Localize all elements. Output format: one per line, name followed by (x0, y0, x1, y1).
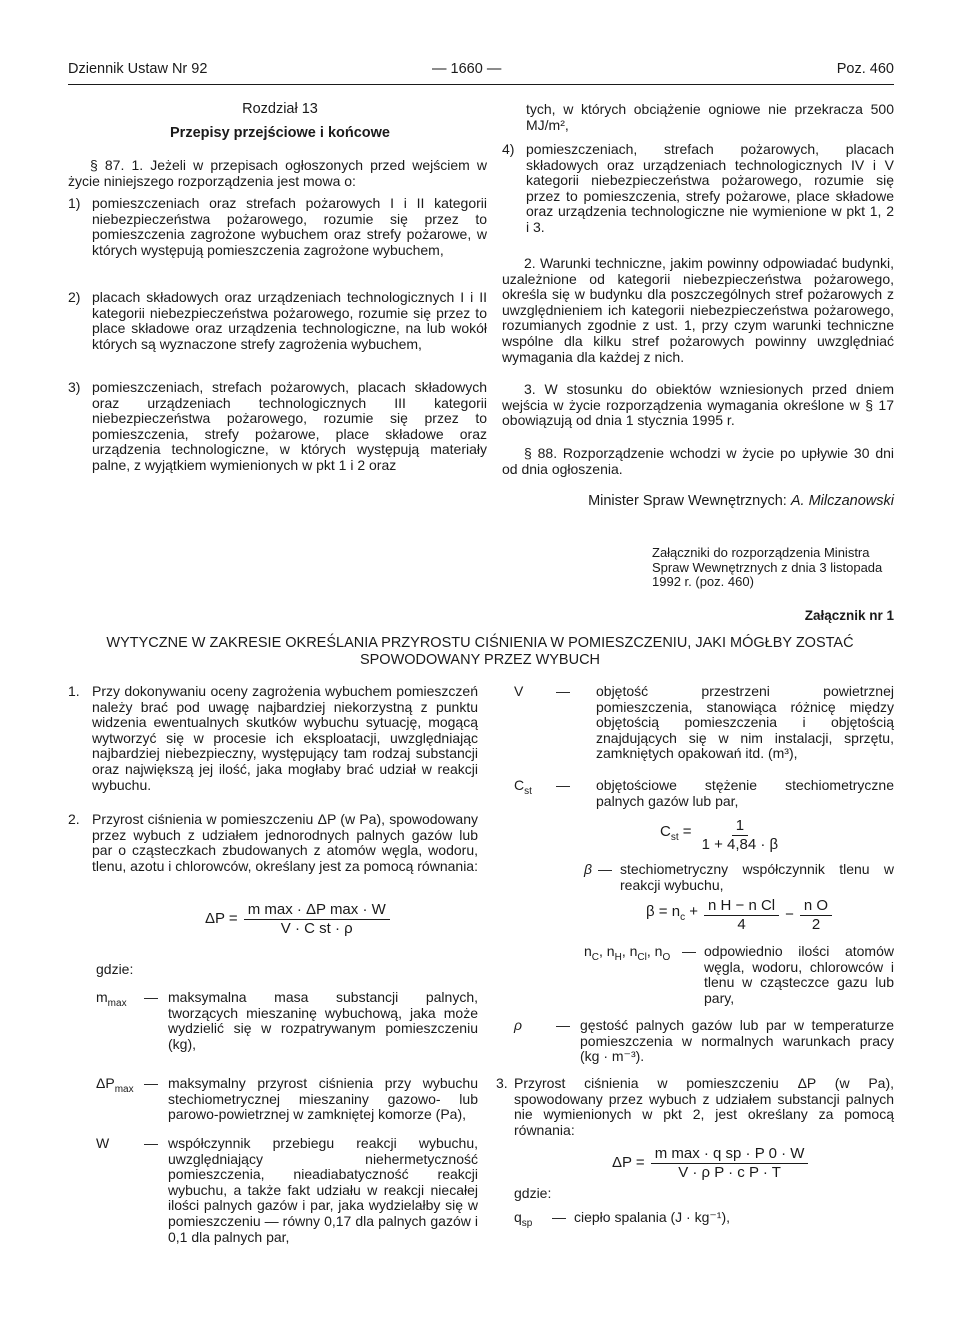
formula-denominator: V · ρ P · c P · T (678, 1163, 781, 1181)
definition-v (514, 684, 894, 762)
definition-symbol: $C_{st}$ (514, 777, 532, 797)
annex-point-2 (68, 812, 478, 874)
definition-symbol: ρ (514, 1017, 523, 1033)
formula-denominator: V · C st · ρ (280, 919, 353, 937)
formula-numerator: n H − n Cl (704, 898, 779, 916)
formula-delta-p-2 (612, 1146, 808, 1180)
chapter-number: Rozdział 13 (242, 101, 318, 117)
formula-numerator: m max · ΔP max · W (244, 902, 390, 920)
formula-fraction (651, 1146, 809, 1180)
list-item-text: placach składowych oraz urządzeniach technologicznych I i II kategorii niebezpieczeństwa pożarowego, rozumie się przez to place składowe oraz urządzenia technologiczne, na lub wokół których są wyznaczone strefy zagrożenia wybuchem, (92, 289, 487, 352)
continuation-text: tych, w których obciążenie ogniowe nie przekracza 500 MJ/m², (526, 101, 894, 133)
definition-dash: — (598, 861, 612, 877)
journal-name: Dziennik Ustaw Nr 92 (68, 61, 208, 77)
formula-denominator: 4 (737, 915, 746, 933)
list-item-number: 2. (68, 811, 80, 827)
formula-beta (646, 898, 832, 932)
annex-note: Załączniki do rozporządzenia Ministra Spraw Wewnętrznych z dnia 3 listopada 1992 r. (poz. 460) (652, 545, 883, 590)
formula-fraction (244, 902, 390, 936)
definition-dash: — (682, 943, 696, 959)
annex-title-line1: WYTYCZNE W ZAKRESIE OKREŚLANIA PRZYROSTU CIŚNIENIA W POMIESZCZENIU, JAKI MÓGŁBY ZOSTAĆ (106, 635, 854, 651)
formula-fraction (704, 898, 779, 932)
formula-lhs: ΔP = (205, 910, 238, 928)
list-item-text: pomieszczeniach oraz strefach pożarowych I i II kategorii niebezpieczeństwa pożarowego, rozumie się przez to pomieszczenia zagrożone wybuchem oraz strefy pożarowe, w których występują pomieszczenia zagrożone wybuchem, (92, 195, 487, 258)
formula-delta-p (205, 902, 390, 936)
definition-symbol: β (584, 861, 592, 877)
definition-q-sp (514, 1209, 894, 1229)
definition-text: ciepło spalania (J · kg⁻¹), (574, 1209, 731, 1225)
definition-text: stechiometryczny współczynnik tlenu w reakcji wybuchu, (620, 861, 894, 893)
paragraph-88: § 88. Rozporządzenie wchodzi w życie po upływie 30 dni od dnia ogłoszenia. (502, 445, 894, 477)
definition-beta (584, 862, 894, 893)
formula-denominator: 1 + 4,84 · β (701, 835, 779, 853)
definition-symbol: W (96, 1135, 110, 1151)
list-item-number: 3. (496, 1075, 508, 1091)
header-rule (68, 84, 894, 85)
minister-name: A. Milczanowski (790, 493, 894, 509)
definition-dash: — (556, 777, 570, 793)
definition-w (96, 1136, 478, 1245)
paragraph-2: 2. Warunki techniczne, jakim powinny odpowiadać budynki, uzależnione od kategorii niebezpieczeństwa pożarowego, określa się w budynku dla poszczególnych stref pożarowych z uwzględnieniem ich kategorii niebezpieczeństwa pożarowego, rozumianych zgodnie z ust. 1, przy czym warunki techniczne wspólne dla kilku stref pożarowych powinny uwzględniać wymagania dla każdej z nich. (502, 255, 894, 365)
list-item-text: pomieszczeniach, strefach pożarowych, placach składowych oraz urządzeniach technologicznych IV i V kategorii niebezpieczeństwa pożarowego, rozumie się przez to pomieszczenia, strefy pożarowe, place składowe oraz urządzenia technologiczne nie wymienione w pkt 1, 2 i 3. (526, 141, 894, 235)
definition-dash: — (552, 1209, 566, 1225)
definition-text: objętość przestrzeni powietrznej pomieszczenia, stanowiąca różnicę między objętością pomieszczenia i objętością znajdujących się w nim instalacji, sprzętu, zamkniętych opakowań itd. (m³), (596, 683, 894, 762)
definition-text: maksymalny przyrost ciśnienia przy wybuchu stechiometrycznej mieszaniny gazowo- lub parowo-powietrznej w zamkniętej komorze (Pa), (168, 1075, 478, 1123)
definition-text: odpowiednio ilości atomów węgla, wodoru, chlorowców i tlenu w cząsteczce gazu lub pary, (704, 943, 894, 1006)
list-item-number: 4) (502, 141, 515, 157)
chapter-title: Przepisy przejściowe i końcowe (170, 125, 390, 141)
formula-denominator: 2 (811, 915, 821, 933)
definition-symbol: $n_C$, $n_H$, $n_{Cl}$, $n_O$ (584, 943, 671, 963)
definition-dash: — (144, 1135, 158, 1151)
definition-symbol: V (514, 683, 524, 699)
list-item-text: Przyrost ciśnienia w pomieszczeniu ΔP (w Pa), spowodowany przez wybuch z udziałem substancji palnych nie wymienionych w pkt 2, jest określany za pomocą równania: (514, 1075, 894, 1138)
formula-numerator: 1 (732, 818, 748, 836)
formula-c-st (660, 818, 782, 852)
definition-rho (514, 1018, 894, 1065)
annex-point-1 (68, 684, 478, 793)
list-item-number: 3) (68, 379, 81, 395)
definition-text: objętościowe stężenie stechiometryczne palnych gazów lub par, (596, 777, 894, 809)
definition-dash: — (556, 1017, 570, 1033)
formula-numerator: n O (800, 898, 832, 916)
definition-symbol: $q_{sp}$ (514, 1209, 533, 1229)
definition-symbol: $\Delta P_{max}$ (96, 1075, 134, 1095)
page-number: — 1660 — (432, 61, 502, 77)
signature-line (502, 494, 894, 510)
definition-dash: — (144, 989, 158, 1005)
paragraph-3: 3. W stosunku do obiektów wzniesionych przed dniem wejścia w życie rozporządzenia wymagania określone w § 17 obowiązują od dnia 1 stycznia 1995 r. (502, 381, 894, 429)
list-item (68, 196, 487, 258)
annex-point-3 (496, 1076, 894, 1138)
where-label: gdzie: (96, 961, 134, 977)
paragraph-87: § 87. 1. Jeżeli w przepisach ogłoszonych przed wejściem w życie niniejszego rozporządzenia jest mowa o: (68, 157, 487, 189)
definition-text: gęstość palnych gazów lub par w temperaturze pomieszczenia w normalnych warunkach pracy (kg · m⁻³). (580, 1017, 894, 1065)
definition-text: współczynnik przebiegu reakcji wybuchu, uwzględniający niehermetyczność pomieszczenia, nieadiabatyczność reakcji wybuchu, a także fakt udziału w reakcji niecałej ilości palnych gazów i par, jaka wydzielałby się w pomieszczeniu — równy 0,17 dla palnych gazów i 0,1 dla palnych par, (168, 1135, 478, 1245)
definition-m-max (96, 990, 478, 1052)
definition-dash: — (556, 683, 570, 699)
list-item-number: 1. (68, 683, 80, 699)
list-item-text: Przy dokonywaniu oceny zagrożenia wybuchem pomieszczeń należy brać pod uwagę najbardziej niekorzystną z punktu widzenia ewentualnych skutków wybuchu sytuację, mogącą wytworzyć się w procesie ich eksploatacji, uwzględniając najbardziej niebezpieczny, występujący tam rodzaj substancji oraz największą jej ilość, jaka mogłaby brać udział w reakcji wybuchu. (92, 683, 478, 793)
list-item-text: Przyrost ciśnienia w pomieszczeniu ΔP (w Pa), spowodowany przez wybuch z udziałem jednorodnych palnych gazów lub par o cząsteczkach zbudowanych z atomów węgla, wodoru, tlenu, azotu i chlorowców, określany jest za pomocą równania: (92, 811, 478, 874)
list-item-number: 1) (68, 195, 81, 211)
definition-delta-p-max (96, 1076, 478, 1123)
formula-numerator: m max · q sp · P 0 · W (651, 1146, 809, 1164)
list-item-number: 2) (68, 289, 81, 305)
formula-fraction (800, 898, 832, 932)
definition-c-st (514, 778, 894, 809)
list-item (68, 380, 487, 474)
definition-n (584, 944, 894, 1006)
definition-symbol: $m_{max}$ (96, 989, 127, 1009)
formula-lhs: ΔP = (612, 1154, 645, 1172)
list-item (68, 290, 487, 352)
list-item (502, 142, 894, 236)
position-number: Poz. 460 (836, 61, 894, 77)
formula-lhs: $\beta = n_c$ + (646, 903, 699, 924)
annex-title-line2: SPOWODOWANY PRZEZ WYBUCH (359, 652, 601, 668)
minister-label: Minister Spraw Wewnętrznych: (588, 493, 791, 509)
formula-fraction (698, 818, 783, 852)
formula-lhs: $C_{st}$ = (660, 823, 692, 844)
list-item-text: pomieszczeniach, strefach pożarowych, placach składowych oraz urządzeniach technologicznych III kategorii niebezpieczeństwa pożarowego, rozumie się przez to pomieszczenia, strefy pożarowe, place składowe oraz urządzenia technologiczne, w których występują materiały palne, z wyjątkiem wymienionych w pkt 1 i 2 oraz (92, 379, 487, 473)
formula-operator: − (785, 906, 794, 924)
annex-label: Załącznik nr 1 (804, 608, 894, 623)
definition-text: maksymalna masa substancji palnych, tworzących mieszaninę wybuchową, jaka może wydzielić się w rozpatrywanym pomieszczeniu (kg), (168, 989, 478, 1052)
where-label: gdzie: (514, 1185, 552, 1201)
definition-dash: — (144, 1075, 158, 1091)
